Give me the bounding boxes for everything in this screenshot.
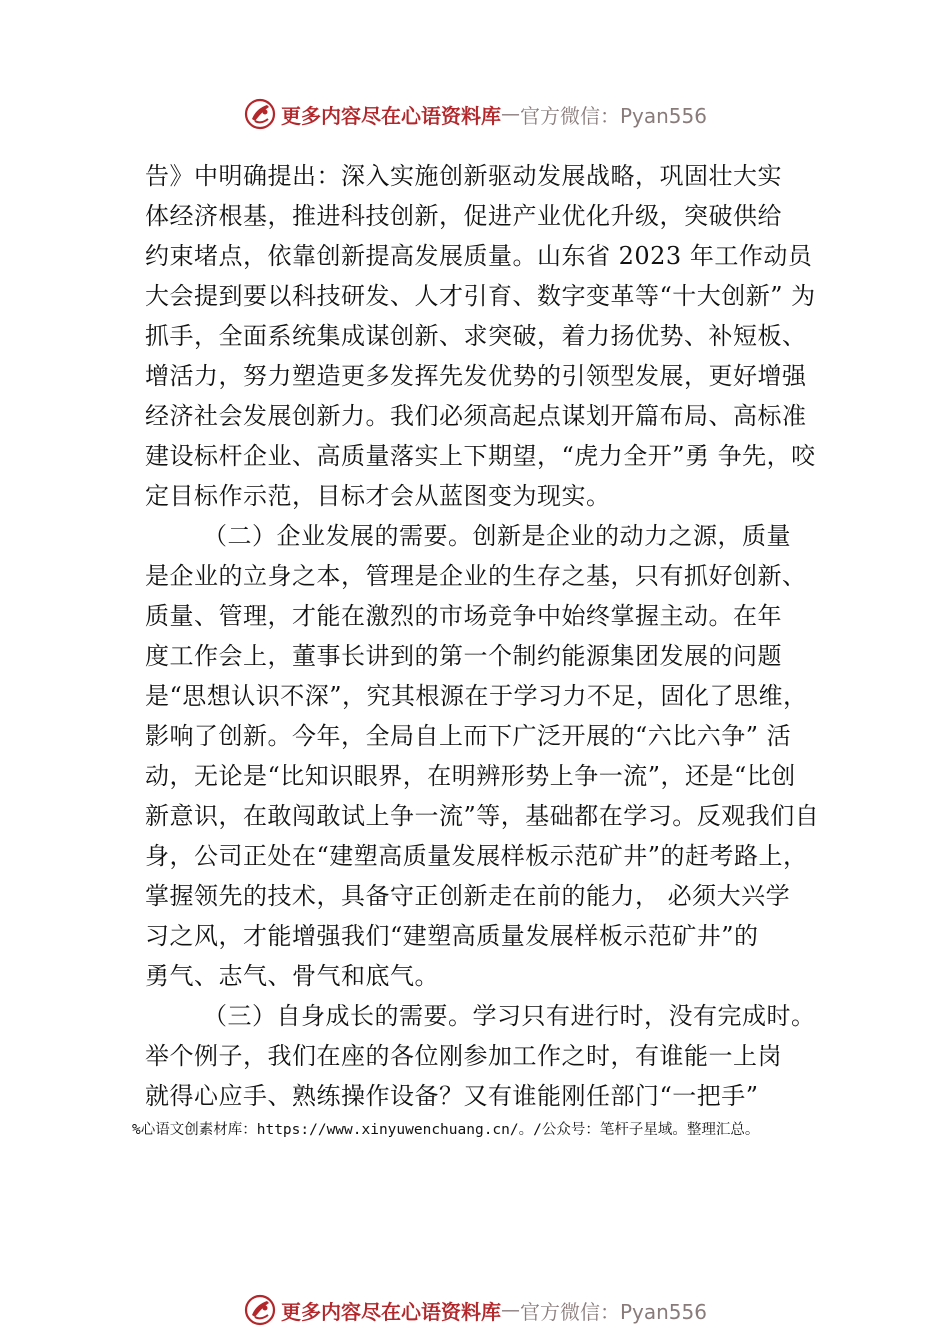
writing-hand-logo-icon	[243, 97, 277, 131]
section-heading-line: （二）企业发展的需要。创新是企业的动力之源，质量	[203, 522, 791, 550]
text-line: 质量、管理，才能在激烈的市场竞争中始终掌握主动。在年	[145, 602, 782, 630]
text-line: 经济社会发展创新力。我们必须高起点谋划开篇布局、高标准	[145, 402, 807, 430]
text-line: 就得心应手、熟练操作设备？又有谁能刚任部门“一把手”	[145, 1082, 759, 1110]
text-line: 举个例子，我们在座的各位刚参加工作之时，有谁能一上岗	[145, 1042, 782, 1070]
source-footnote: %心语文创素材库：https://www.xinyuwenchuang.cn/。/公众号：笔杆子星域。整理汇总。	[132, 1122, 760, 1138]
footer-watermark-banner	[0, 1290, 950, 1330]
banner-wechat: 官方微信：Pyan556	[519, 103, 707, 128]
writing-hand-logo-icon	[243, 1293, 277, 1327]
banner-dash: —	[500, 1299, 520, 1321]
text-line: 定目标作示范，目标才会从蓝图变为现实。	[145, 482, 611, 510]
text-line: 身，公司正处在“建塑高质量发展样板示范矿井”的赶考路上，	[145, 842, 808, 870]
text-line: 度工作会上，董事长讲到的第一个制约能源集团发展的问题	[145, 642, 782, 670]
text-line: 习之风，才能增强我们“建塑高质量发展样板示范矿井”的	[145, 922, 759, 950]
text-line: 影响了创新。今年，全局自上而下广泛开展的“六比六争” 活	[145, 722, 792, 750]
text-line: 抓手，全面系统集成谋创新、求突破，着力扬优势、补短板、	[145, 322, 807, 350]
text-line: 告》中明确提出：深入实施创新驱动发展战略，巩固壮大实	[145, 162, 782, 190]
text-line: 是企业的立身之本，管理是企业的生存之基，只有抓好创新、	[145, 562, 807, 590]
text-line: 新意识，在敢闯敢试上争一流”等，基础都在学习。反观我们自	[145, 802, 820, 830]
text-line: 体经济根基，推进科技创新，促进产业优化升级，突破供给	[145, 202, 782, 230]
header-watermark-banner	[0, 94, 950, 134]
section-heading-line: （三）自身成长的需要。学习只有进行时，没有完成时。	[203, 1002, 816, 1030]
banner-title: 更多内容尽在心语资料库	[280, 1299, 501, 1324]
text-line: 是“思想认识不深”，究其根源在于学习力不足，固化了思维，	[145, 682, 808, 710]
text-line: 勇气、志气、骨气和底气。	[145, 962, 439, 990]
banner-wechat: 官方微信：Pyan556	[519, 1299, 707, 1324]
text-line: 建设标杆企业、高质量落实上下期望，“虎力全开”勇 争先，咬	[145, 442, 816, 470]
text-line: 增活力，努力塑造更多发挥先发优势的引领型发展，更好增强	[145, 362, 807, 390]
text-line: 约束堵点，依靠创新提高发展质量。山东省 2023 年工作动员	[145, 242, 813, 270]
text-line: 掌握领先的技术，具备守正创新走在前的能力， 必须大兴学	[145, 882, 791, 910]
banner-title: 更多内容尽在心语资料库	[280, 103, 501, 128]
text-line: 大会提到要以科技研发、人才引育、数字变革等“十大创新” 为	[145, 282, 816, 310]
banner-dash: —	[500, 103, 520, 125]
text-line: 动，无论是“比知识眼界，在明辨形势上争一流”，还是“比创	[145, 762, 796, 790]
document-body	[145, 156, 835, 1116]
